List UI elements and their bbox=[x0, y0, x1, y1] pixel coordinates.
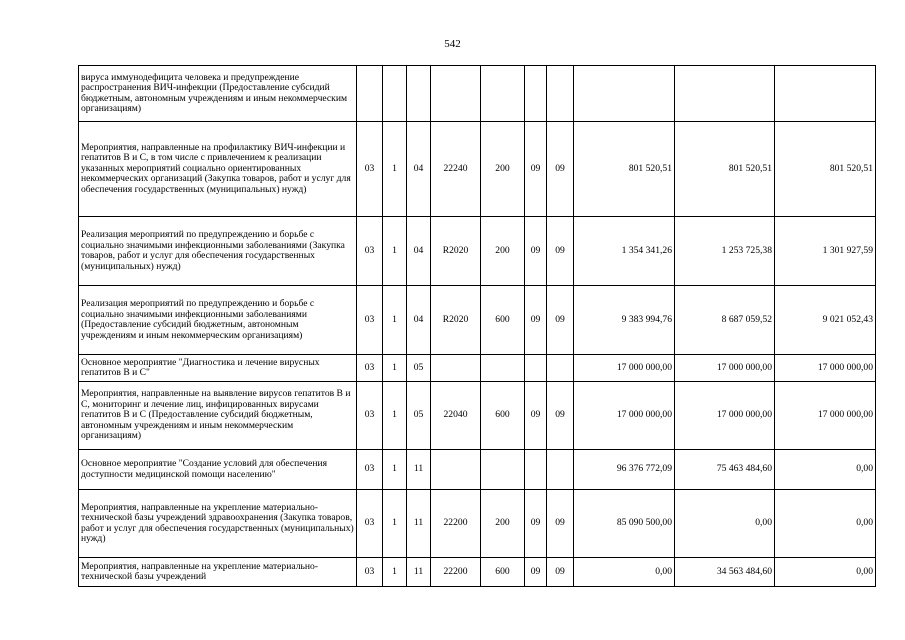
row-description: Мероприятия, направленные на профилактику ВИЧ-инфекции и гепатитов В и С, в том числе с привлечением к реализации указанных мероприятий социально ориентированных некоммерческих организаций (Закупка товаров, работ и услуг для обеспечения государственных (муниципальных) нужд) bbox=[79, 122, 357, 217]
cell-sum-year2 bbox=[675, 66, 775, 122]
cell-sum-year1: 17 000 000,00 bbox=[574, 355, 675, 382]
cell-sum-year2: 17 000 000,00 bbox=[675, 382, 775, 450]
cell-subsection: 09 bbox=[547, 382, 574, 450]
row-description: Мероприятия, направленные на выявление вирусов гепатитов В и С, мониторинг и лечение лиц, инфицированных вирусами гепатитов В и С (Предоставление субсидий бюджетным, автономным учреждениям и иным некоммерческим организациям) bbox=[79, 382, 357, 450]
cell-expense-type: 600 bbox=[481, 286, 525, 355]
cell-sum-year2: 801 520,51 bbox=[675, 122, 775, 217]
cell-expense-type: 600 bbox=[481, 382, 525, 450]
table-row bbox=[79, 382, 876, 450]
cell-sum-year2: 75 463 484,60 bbox=[675, 450, 775, 490]
cell-sum-year1: 1 354 341,26 bbox=[574, 217, 675, 286]
cell-subsection bbox=[547, 450, 574, 490]
cell-activity: 11 bbox=[407, 558, 431, 587]
cell-program: 03 bbox=[357, 450, 383, 490]
cell-expense-type bbox=[481, 66, 525, 122]
cell-sum-year1: 9 383 994,76 bbox=[574, 286, 675, 355]
cell-sum-year3: 17 000 000,00 bbox=[775, 355, 876, 382]
table-row bbox=[79, 558, 876, 587]
cell-sum-year1: 96 376 772,09 bbox=[574, 450, 675, 490]
cell-sum-year3: 801 520,51 bbox=[775, 122, 876, 217]
cell-activity: 11 bbox=[407, 450, 431, 490]
cell-subprogram: 1 bbox=[383, 122, 407, 217]
cell-sum-year2: 1 253 725,38 bbox=[675, 217, 775, 286]
cell-direction-code bbox=[431, 355, 481, 382]
table-row bbox=[79, 122, 876, 217]
cell-sum-year3: 9 021 052,43 bbox=[775, 286, 876, 355]
row-description: Реализация мероприятий по предупреждению и борьбе с социально значимыми инфекционными заболеваниями (Предоставление субсидий бюджетным, автономным учреждениям и иным некоммерческим организациям) bbox=[79, 286, 357, 355]
cell-expense-type: 200 bbox=[481, 122, 525, 217]
cell-program: 03 bbox=[357, 122, 383, 217]
cell-expense-type: 600 bbox=[481, 558, 525, 587]
cell-activity: 05 bbox=[407, 355, 431, 382]
cell-sum-year3: 1 301 927,59 bbox=[775, 217, 876, 286]
cell-program bbox=[357, 66, 383, 122]
table-row bbox=[79, 490, 876, 558]
cell-sum-year3: 0,00 bbox=[775, 450, 876, 490]
cell-expense-type bbox=[481, 355, 525, 382]
cell-sum-year1: 85 090 500,00 bbox=[574, 490, 675, 558]
table-row bbox=[79, 217, 876, 286]
budget-table bbox=[78, 65, 876, 587]
cell-sum-year2: 17 000 000,00 bbox=[675, 355, 775, 382]
cell-subsection: 09 bbox=[547, 122, 574, 217]
cell-activity: 04 bbox=[407, 286, 431, 355]
cell-section: 09 bbox=[525, 217, 547, 286]
cell-direction-code bbox=[431, 66, 481, 122]
table-row bbox=[79, 286, 876, 355]
cell-sum-year3 bbox=[775, 66, 876, 122]
row-description: Основное мероприятие "Диагностика и лечение вирусных гепатитов В и С" bbox=[79, 355, 357, 382]
cell-activity: 04 bbox=[407, 217, 431, 286]
cell-activity: 04 bbox=[407, 122, 431, 217]
cell-subprogram: 1 bbox=[383, 382, 407, 450]
row-description: Основное мероприятие "Создание условий для обеспечения доступности медицинской помощи населению" bbox=[79, 450, 357, 490]
cell-sum-year3: 0,00 bbox=[775, 558, 876, 587]
cell-sum-year2: 0,00 bbox=[675, 490, 775, 558]
cell-sum-year2: 34 563 484,60 bbox=[675, 558, 775, 587]
cell-program: 03 bbox=[357, 382, 383, 450]
cell-activity bbox=[407, 66, 431, 122]
cell-program: 03 bbox=[357, 217, 383, 286]
cell-subprogram: 1 bbox=[383, 355, 407, 382]
row-description: Мероприятия, направленные на укрепление материально-технической базы учреждений bbox=[79, 558, 357, 587]
table-row bbox=[79, 66, 876, 122]
cell-section bbox=[525, 355, 547, 382]
cell-program: 03 bbox=[357, 355, 383, 382]
table-row bbox=[79, 355, 876, 382]
cell-program: 03 bbox=[357, 558, 383, 587]
cell-program: 03 bbox=[357, 490, 383, 558]
cell-expense-type: 200 bbox=[481, 490, 525, 558]
cell-subprogram: 1 bbox=[383, 217, 407, 286]
row-description: Мероприятия, направленные на укрепление материально-технической базы учреждений здравоохранения (Закупка товаров, работ и услуг для обеспечения государственных (муниципальных) нужд) bbox=[79, 490, 357, 558]
cell-section: 09 bbox=[525, 382, 547, 450]
cell-activity: 11 bbox=[407, 490, 431, 558]
cell-section bbox=[525, 450, 547, 490]
cell-expense-type: 200 bbox=[481, 217, 525, 286]
cell-direction-code: R2020 bbox=[431, 217, 481, 286]
cell-section: 09 bbox=[525, 122, 547, 217]
cell-subprogram: 1 bbox=[383, 286, 407, 355]
cell-subprogram bbox=[383, 66, 407, 122]
cell-sum-year3: 17 000 000,00 bbox=[775, 382, 876, 450]
cell-expense-type bbox=[481, 450, 525, 490]
cell-section bbox=[525, 66, 547, 122]
cell-subsection: 09 bbox=[547, 558, 574, 587]
cell-section: 09 bbox=[525, 490, 547, 558]
cell-program: 03 bbox=[357, 286, 383, 355]
table-row bbox=[79, 450, 876, 490]
row-description: Реализация мероприятий по предупреждению и борьбе с социально значимыми инфекционными заболеваниями (Закупка товаров, работ и услуг для обеспечения государственных (муниципальных) нужд) bbox=[79, 217, 357, 286]
cell-subprogram: 1 bbox=[383, 490, 407, 558]
cell-sum-year1: 0,00 bbox=[574, 558, 675, 587]
cell-direction-code bbox=[431, 450, 481, 490]
cell-subsection bbox=[547, 66, 574, 122]
cell-subsection: 09 bbox=[547, 490, 574, 558]
cell-direction-code: 22040 bbox=[431, 382, 481, 450]
cell-direction-code: 22200 bbox=[431, 558, 481, 587]
cell-section: 09 bbox=[525, 558, 547, 587]
cell-sum-year1: 17 000 000,00 bbox=[574, 382, 675, 450]
cell-sum-year1 bbox=[574, 66, 675, 122]
cell-subsection: 09 bbox=[547, 286, 574, 355]
row-description: вируса иммунодефицита человека и предупреждение распространения ВИЧ-инфекции (Предоставление субсидий бюджетным, автономным учреждениям и иным некоммерческим организациям) bbox=[79, 66, 357, 122]
cell-subprogram: 1 bbox=[383, 450, 407, 490]
cell-sum-year2: 8 687 059,52 bbox=[675, 286, 775, 355]
cell-sum-year1: 801 520,51 bbox=[574, 122, 675, 217]
cell-sum-year3: 0,00 bbox=[775, 490, 876, 558]
cell-subsection: 09 bbox=[547, 217, 574, 286]
cell-section: 09 bbox=[525, 286, 547, 355]
cell-subsection bbox=[547, 355, 574, 382]
cell-subprogram: 1 bbox=[383, 558, 407, 587]
cell-direction-code: 22240 bbox=[431, 122, 481, 217]
page-number: 542 bbox=[444, 38, 461, 50]
cell-direction-code: R2020 bbox=[431, 286, 481, 355]
cell-direction-code: 22200 bbox=[431, 490, 481, 558]
cell-activity: 05 bbox=[407, 382, 431, 450]
